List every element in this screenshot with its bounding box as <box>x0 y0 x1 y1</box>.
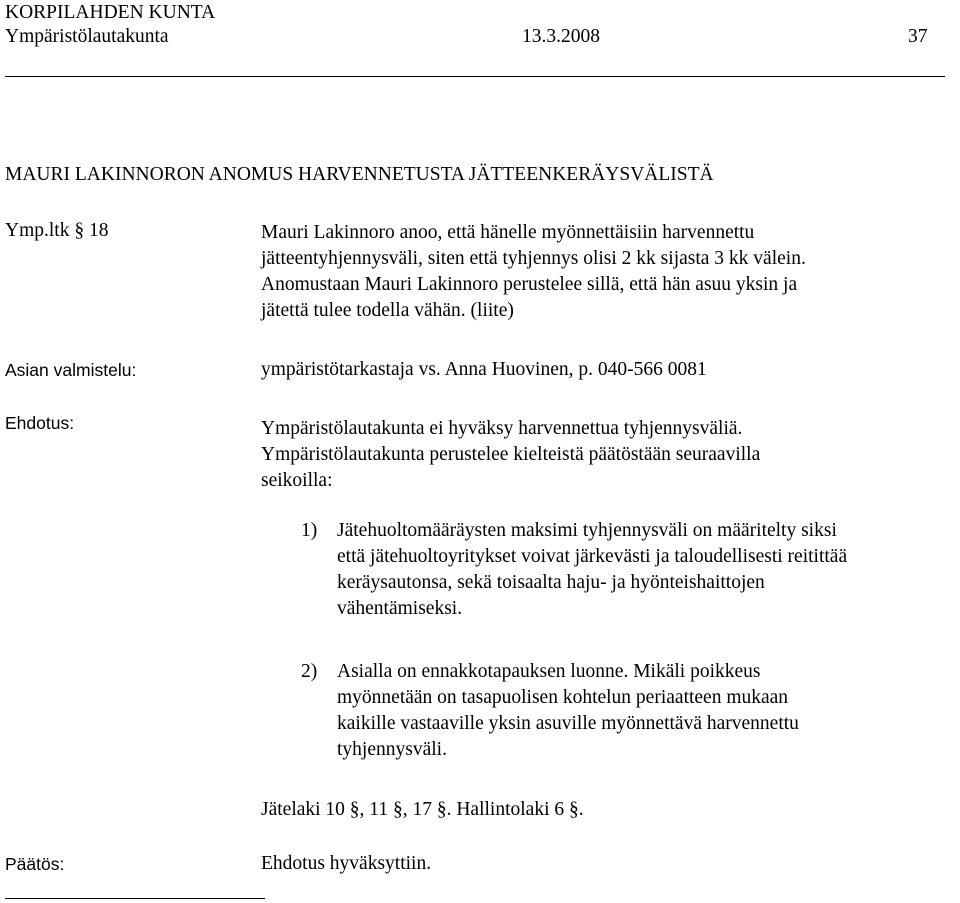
item-number: 2) <box>301 661 318 682</box>
proposal-line: seikoilla: <box>261 470 333 491</box>
proposal-text <box>261 416 760 494</box>
header-board: Ympäristölautakunta <box>5 26 169 47</box>
item-line: Jätehuoltomääräysten maksimi tyhjennysväli on määritelty siksi <box>337 520 837 541</box>
header-date: 13.3.2008 <box>522 26 600 47</box>
decision-label: Päätös: <box>5 854 65 874</box>
description <box>261 220 806 324</box>
description-line: jätettä tulee todella vähän. (liite) <box>261 300 514 321</box>
item-line: myönnetään on tasapuolisen kohtelun periaatteen mukaan <box>337 687 789 708</box>
item-number: 1) <box>301 520 318 541</box>
proposal-item-2 <box>301 659 941 763</box>
description-line: Anomustaan Mauri Lakinnoro perustelee sillä, että hän asuu yksin ja <box>261 274 798 295</box>
legal-reference: Jätelaki 10 §, 11 §, 17 §. Hallintolaki 6 §. <box>261 799 584 820</box>
proposal-item-1 <box>301 518 941 622</box>
header-organization: KORPILAHDEN KUNTA <box>5 2 216 23</box>
section-reference: Ymp.ltk § 18 <box>5 220 109 241</box>
item-line: Asialla on ennakkotapauksen luonne. Mikäli poikkeus <box>337 661 761 682</box>
preparer-label: Asian valmistelu: <box>5 360 137 380</box>
footer-rule <box>5 898 265 899</box>
proposal-label: Ehdotus: <box>5 413 75 433</box>
item-line: vähentämiseksi. <box>337 598 463 619</box>
item-line: tyhjennysväli. <box>337 739 447 760</box>
proposal-line: Ympäristölautakunta ei hyväksy harvennettua tyhjennysväliä. <box>261 418 743 439</box>
description-line: jätteentyhjennysväli, siten että tyhjennys olisi 2 kk sijasta 3 kk välein. <box>261 248 806 269</box>
document-title: MAURI LAKINNORON ANOMUS HARVENNETUSTA JÄTTEENKERÄYSVÄLISTÄ <box>5 164 714 185</box>
proposal-line: Ympäristölautakunta perustelee kielteistä päätöstään seuraavilla <box>261 444 761 465</box>
item-line: kaikille vastaaville yksin asuville myönnettävä harvennettu <box>337 713 799 734</box>
preparer-value: ympäristötarkastaja vs. Anna Huovinen, p. 040-566 0081 <box>261 359 707 380</box>
decision-value: Ehdotus hyväksyttiin. <box>261 853 432 874</box>
header-rule <box>5 76 945 77</box>
description-line: Mauri Lakinnoro anoo, että hänelle myönnettäisiin harvennettu <box>261 222 755 243</box>
item-line: että jätehuoltoyritykset voivat järkevästi ja taloudellisesti reitittää <box>337 546 848 567</box>
item-line: keräysautonsa, sekä toisaalta haju- ja hyönteishaittojen <box>337 572 765 593</box>
header-page-number: 37 <box>908 26 928 47</box>
